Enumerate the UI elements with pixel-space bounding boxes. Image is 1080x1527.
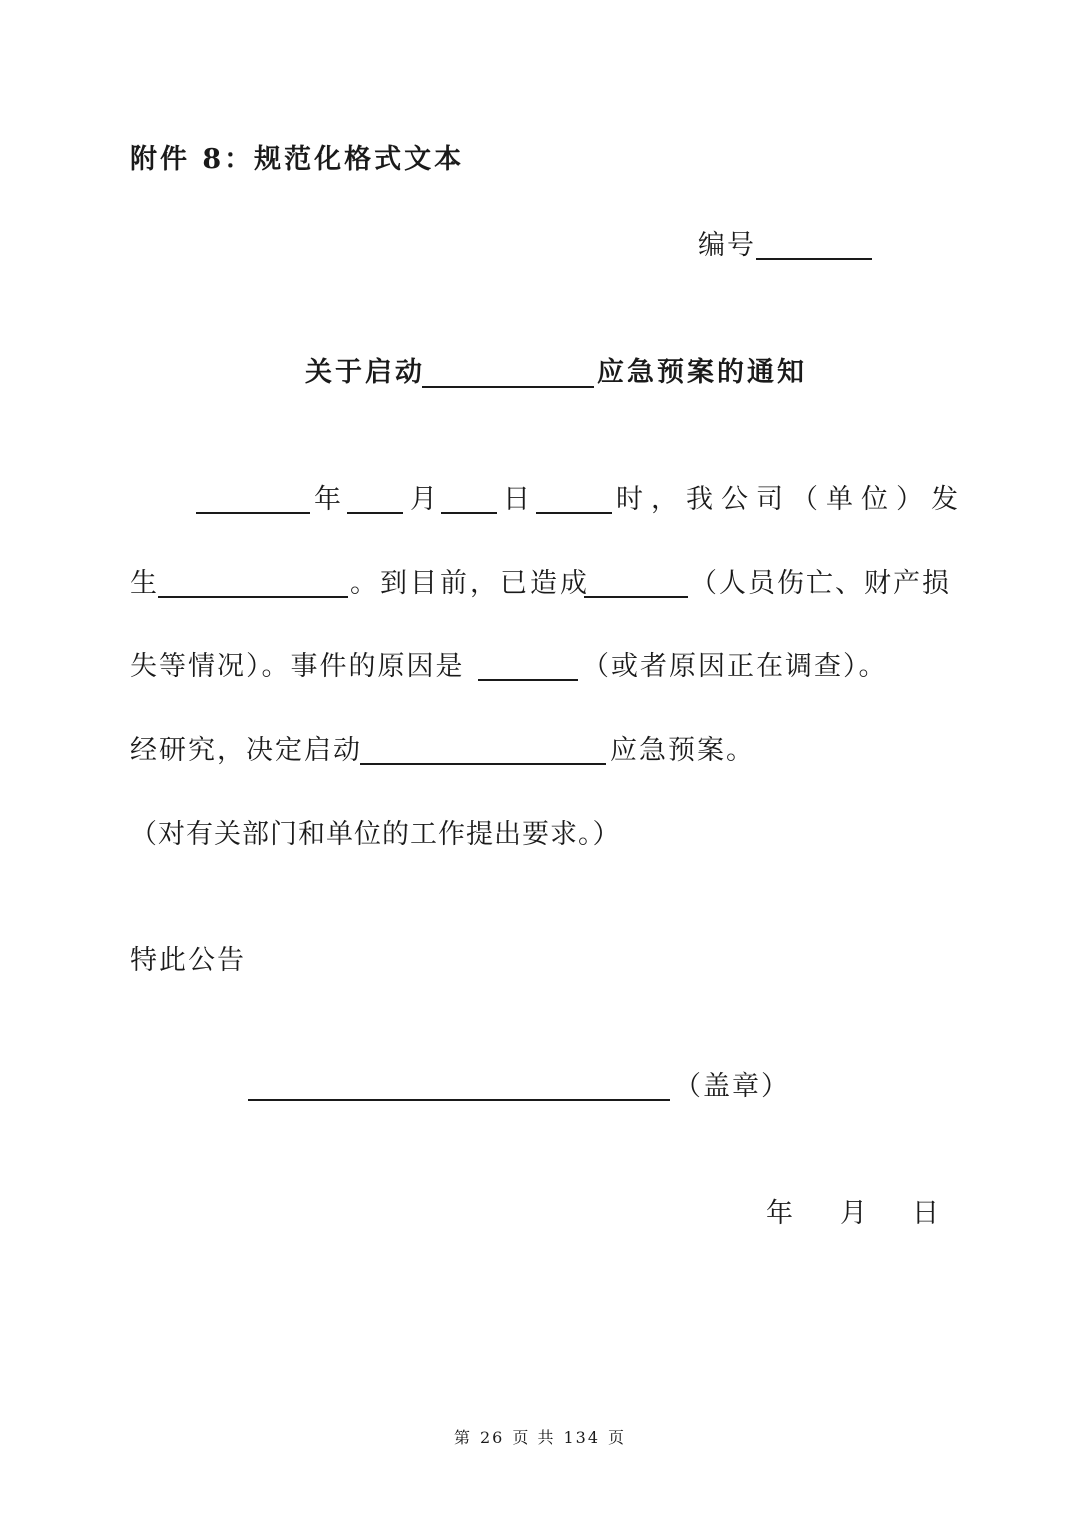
footer-mid: 页 共 bbox=[512, 1428, 556, 1447]
number-blank bbox=[756, 258, 872, 260]
p2-end: （人员伤亡、财产损 bbox=[690, 568, 951, 599]
event-blank bbox=[158, 596, 348, 598]
day-blank bbox=[441, 512, 497, 514]
doc-title-prefix: 关于启动 bbox=[305, 357, 425, 388]
footer-current-page: 26 bbox=[480, 1428, 505, 1447]
p2-start: 生 bbox=[130, 568, 157, 599]
date-day-label: 日 bbox=[912, 1198, 939, 1229]
cause-blank bbox=[478, 679, 578, 681]
hour-blank bbox=[536, 512, 612, 514]
number-label: 编号 bbox=[698, 230, 756, 261]
seal-label: （盖章） bbox=[674, 1071, 790, 1102]
year-blank bbox=[196, 512, 310, 514]
plan-name-blank-title bbox=[422, 386, 594, 388]
date-month-label: 月 bbox=[840, 1198, 867, 1229]
damage-blank bbox=[584, 596, 688, 598]
requirements-note: （对有关部门和单位的工作提出要求。） bbox=[130, 819, 621, 850]
footer-prefix: 第 bbox=[453, 1428, 472, 1447]
doc-title-suffix: 应急预案的通知 bbox=[597, 357, 807, 388]
footer-total-pages: 134 bbox=[563, 1428, 600, 1447]
p1-text: 时，我公司（单位）发 bbox=[616, 484, 966, 515]
month-blank bbox=[347, 512, 403, 514]
closing-text: 特此公告 bbox=[130, 945, 246, 976]
seal-blank bbox=[248, 1099, 670, 1101]
attachment-title: 附件 8：规范化格式文本 bbox=[130, 144, 465, 175]
page-footer bbox=[0, 1428, 1080, 1448]
p3-end: （或者原因正在调查）。 bbox=[582, 651, 888, 682]
month-label: 月 bbox=[410, 484, 437, 515]
day-label: 日 bbox=[503, 484, 530, 515]
plan-name-blank-body bbox=[360, 763, 606, 765]
p2-mid: 。到目前，已造成 bbox=[350, 568, 590, 599]
date-year-label: 年 bbox=[766, 1198, 793, 1229]
p3-start: 失等情况）。事件的原因是 bbox=[130, 651, 465, 682]
p4-end: 应急预案。 bbox=[610, 735, 755, 766]
p4-start: 经研究，决定启动 bbox=[130, 735, 362, 766]
footer-suffix: 页 bbox=[608, 1428, 627, 1447]
year-label: 年 bbox=[314, 484, 341, 515]
